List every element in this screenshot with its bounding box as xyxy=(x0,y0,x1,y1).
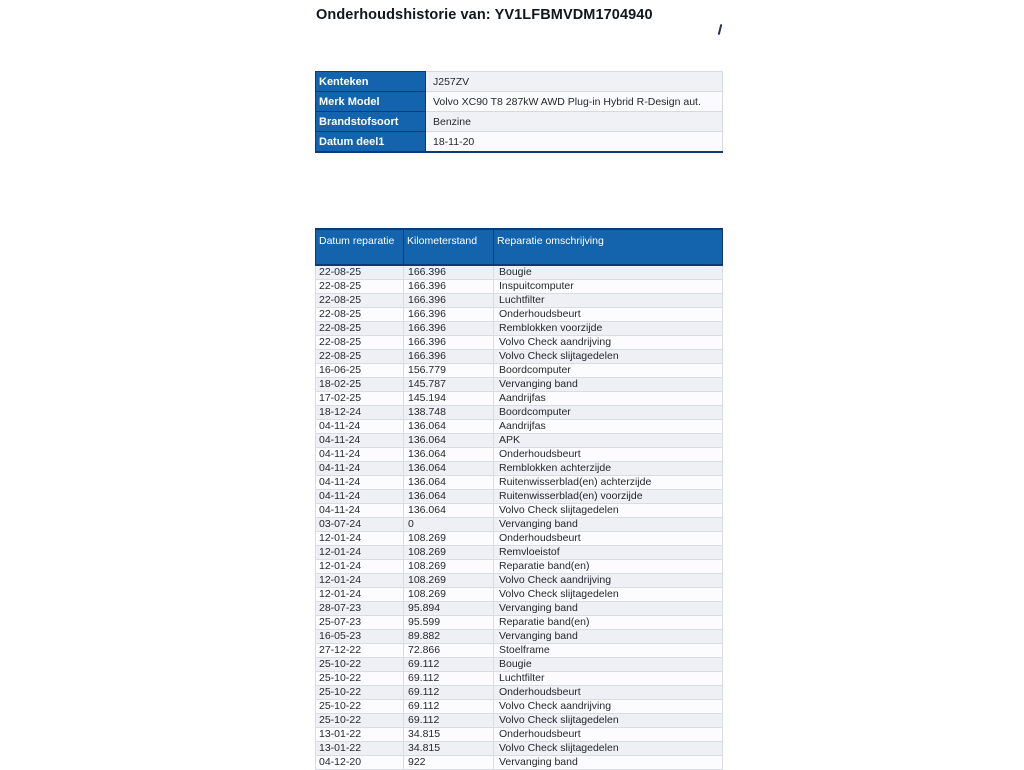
odometer-cell: 136.064 xyxy=(404,490,494,504)
history-row xyxy=(316,462,723,476)
history-row xyxy=(316,630,723,644)
odometer-cell: 0 xyxy=(404,518,494,532)
repair-description-cell: Volvo Check slijtagedelen xyxy=(494,350,723,364)
history-table xyxy=(315,228,723,770)
repair-description-cell: Onderhoudsbeurt xyxy=(494,532,723,546)
repair-description-cell: Volvo Check slijtagedelen xyxy=(494,714,723,728)
repair-date-cell: 04-11-24 xyxy=(316,462,404,476)
history-row xyxy=(316,644,723,658)
odometer-cell: 89.882 xyxy=(404,630,494,644)
repair-date-cell: 25-10-22 xyxy=(316,686,404,700)
repair-description-cell: Luchtfilter xyxy=(494,672,723,686)
repair-description-cell: Vervanging band xyxy=(494,630,723,644)
repair-date-cell: 12-01-24 xyxy=(316,574,404,588)
repair-date-cell: 27-12-22 xyxy=(316,644,404,658)
odometer-cell: 136.064 xyxy=(404,462,494,476)
vehicle-info-row xyxy=(316,92,723,112)
odometer-cell: 34.815 xyxy=(404,728,494,742)
history-row xyxy=(316,280,723,294)
odometer-cell: 166.396 xyxy=(404,350,494,364)
repair-date-cell: 04-11-24 xyxy=(316,434,404,448)
vehicle-info-row xyxy=(316,112,723,132)
history-row xyxy=(316,756,723,770)
repair-description-cell: Remblokken voorzijde xyxy=(494,322,723,336)
repair-description-cell: Volvo Check aandrijving xyxy=(494,574,723,588)
repair-date-cell: 04-11-24 xyxy=(316,420,404,434)
odometer-cell: 136.064 xyxy=(404,504,494,518)
repair-description-cell: Volvo Check slijtagedelen xyxy=(494,504,723,518)
odometer-cell: 69.112 xyxy=(404,672,494,686)
repair-description-cell: Bougie xyxy=(494,265,723,280)
odometer-cell: 108.269 xyxy=(404,546,494,560)
history-row xyxy=(316,560,723,574)
history-column-header: Reparatie omschrijving xyxy=(494,229,723,265)
repair-description-cell: Luchtfilter xyxy=(494,294,723,308)
history-row xyxy=(316,518,723,532)
repair-date-cell: 12-01-24 xyxy=(316,532,404,546)
odometer-cell: 72.866 xyxy=(404,644,494,658)
vehicle-info-label: Kenteken xyxy=(316,72,426,92)
vehicle-info-label: Merk Model xyxy=(316,92,426,112)
vehicle-info-row xyxy=(316,132,723,153)
repair-date-cell: 18-02-25 xyxy=(316,378,404,392)
history-row xyxy=(316,616,723,630)
repair-description-cell: Vervanging band xyxy=(494,756,723,770)
history-row xyxy=(316,476,723,490)
repair-date-cell: 25-10-22 xyxy=(316,672,404,686)
odometer-cell: 166.396 xyxy=(404,322,494,336)
repair-date-cell: 22-08-25 xyxy=(316,350,404,364)
odometer-cell: 136.064 xyxy=(404,476,494,490)
repair-date-cell: 25-10-22 xyxy=(316,658,404,672)
history-row xyxy=(316,294,723,308)
history-row xyxy=(316,406,723,420)
history-row xyxy=(316,742,723,756)
repair-date-cell: 04-11-24 xyxy=(316,448,404,462)
odometer-cell: 166.396 xyxy=(404,294,494,308)
history-column-header: Datum reparatie xyxy=(316,229,404,265)
repair-date-cell: 22-08-25 xyxy=(316,265,404,280)
repair-date-cell: 22-08-25 xyxy=(316,336,404,350)
repair-description-cell: Reparatie band(en) xyxy=(494,616,723,630)
odometer-cell: 108.269 xyxy=(404,588,494,602)
repair-date-cell: 04-11-24 xyxy=(316,490,404,504)
history-row xyxy=(316,448,723,462)
odometer-cell: 156.779 xyxy=(404,364,494,378)
repair-description-cell: Vervanging band xyxy=(494,378,723,392)
history-row xyxy=(316,336,723,350)
history-body xyxy=(316,265,723,770)
repair-description-cell: Reparatie band(en) xyxy=(494,560,723,574)
repair-date-cell: 16-06-25 xyxy=(316,364,404,378)
repair-description-cell: Remblokken achterzijde xyxy=(494,462,723,476)
history-row xyxy=(316,532,723,546)
odometer-cell: 95.894 xyxy=(404,602,494,616)
odometer-cell: 34.815 xyxy=(404,742,494,756)
history-row xyxy=(316,490,723,504)
vehicle-info-value: J257ZV xyxy=(426,72,723,92)
repair-date-cell: 12-01-24 xyxy=(316,560,404,574)
repair-description-cell: Bougie xyxy=(494,658,723,672)
odometer-cell: 166.396 xyxy=(404,336,494,350)
repair-description-cell: Aandrijfas xyxy=(494,420,723,434)
repair-date-cell: 22-08-25 xyxy=(316,280,404,294)
history-row xyxy=(316,728,723,742)
repair-description-cell: Vervanging band xyxy=(494,602,723,616)
vehicle-info-value: Benzine xyxy=(426,112,723,132)
repair-description-cell: Ruitenwisserblad(en) voorzijde xyxy=(494,490,723,504)
repair-date-cell: 04-11-24 xyxy=(316,476,404,490)
vehicle-info-value: Volvo XC90 T8 287kW AWD Plug-in Hybrid R-Design aut. xyxy=(426,92,723,112)
odometer-cell: 108.269 xyxy=(404,560,494,574)
repair-date-cell: 04-11-24 xyxy=(316,504,404,518)
history-header-row xyxy=(316,229,723,265)
odometer-cell: 166.396 xyxy=(404,265,494,280)
page-title: Onderhoudshistorie van: YV1LFBMVDM1704940 xyxy=(316,7,653,23)
history-row xyxy=(316,504,723,518)
history-row xyxy=(316,308,723,322)
repair-date-cell: 25-10-22 xyxy=(316,714,404,728)
repair-date-cell: 25-07-23 xyxy=(316,616,404,630)
vehicle-info-label: Datum deel1 xyxy=(316,132,426,153)
history-row xyxy=(316,546,723,560)
repair-description-cell: Onderhoudsbeurt xyxy=(494,448,723,462)
history-row xyxy=(316,686,723,700)
history-column-header: Kilometerstand xyxy=(404,229,494,265)
repair-date-cell: 18-12-24 xyxy=(316,406,404,420)
odometer-cell: 136.064 xyxy=(404,434,494,448)
odometer-cell: 69.112 xyxy=(404,714,494,728)
vehicle-info-label: Brandstofsoort xyxy=(316,112,426,132)
history-row xyxy=(316,672,723,686)
odometer-cell: 69.112 xyxy=(404,686,494,700)
repair-description-cell: Volvo Check aandrijving xyxy=(494,336,723,350)
repair-description-cell: APK xyxy=(494,434,723,448)
repair-description-cell: Boordcomputer xyxy=(494,364,723,378)
repair-date-cell: 25-10-22 xyxy=(316,700,404,714)
odometer-cell: 166.396 xyxy=(404,308,494,322)
repair-description-cell: Remvloeistof xyxy=(494,546,723,560)
history-row xyxy=(316,602,723,616)
repair-description-cell: Volvo Check slijtagedelen xyxy=(494,742,723,756)
repair-date-cell: 16-05-23 xyxy=(316,630,404,644)
repair-date-cell: 12-01-24 xyxy=(316,588,404,602)
history-row xyxy=(316,574,723,588)
vehicle-info-value: 18-11-20 xyxy=(426,132,723,153)
repair-date-cell: 22-08-25 xyxy=(316,294,404,308)
odometer-cell: 145.787 xyxy=(404,378,494,392)
history-row xyxy=(316,322,723,336)
repair-description-cell: Volvo Check slijtagedelen xyxy=(494,588,723,602)
repair-date-cell: 28-07-23 xyxy=(316,602,404,616)
repair-description-cell: Boordcomputer xyxy=(494,406,723,420)
history-row xyxy=(316,364,723,378)
repair-description-cell: Onderhoudsbeurt xyxy=(494,686,723,700)
odometer-cell: 136.064 xyxy=(404,420,494,434)
repair-date-cell: 12-01-24 xyxy=(316,546,404,560)
repair-description-cell: Volvo Check aandrijving xyxy=(494,700,723,714)
history-row xyxy=(316,588,723,602)
repair-date-cell: 03-07-24 xyxy=(316,518,404,532)
odometer-cell: 138.748 xyxy=(404,406,494,420)
odometer-cell: 166.396 xyxy=(404,280,494,294)
history-row xyxy=(316,434,723,448)
odometer-cell: 69.112 xyxy=(404,658,494,672)
repair-date-cell: 17-02-25 xyxy=(316,392,404,406)
repair-description-cell: Vervanging band xyxy=(494,518,723,532)
history-row xyxy=(316,420,723,434)
repair-date-cell: 22-08-25 xyxy=(316,308,404,322)
history-row xyxy=(316,392,723,406)
repair-description-cell: Inspuitcomputer xyxy=(494,280,723,294)
repair-date-cell: 13-01-22 xyxy=(316,742,404,756)
odometer-cell: 922 xyxy=(404,756,494,770)
corner-mark-icon xyxy=(718,24,723,35)
repair-date-cell: 22-08-25 xyxy=(316,322,404,336)
vehicle-info-table xyxy=(315,71,723,153)
repair-description-cell: Onderhoudsbeurt xyxy=(494,308,723,322)
history-row xyxy=(316,714,723,728)
repair-date-cell: 04-12-20 xyxy=(316,756,404,770)
odometer-cell: 69.112 xyxy=(404,700,494,714)
repair-description-cell: Aandrijfas xyxy=(494,392,723,406)
history-row xyxy=(316,378,723,392)
vehicle-info-row xyxy=(316,72,723,92)
odometer-cell: 136.064 xyxy=(404,448,494,462)
repair-description-cell: Onderhoudsbeurt xyxy=(494,728,723,742)
history-row xyxy=(316,658,723,672)
history-row xyxy=(316,700,723,714)
odometer-cell: 95.599 xyxy=(404,616,494,630)
odometer-cell: 108.269 xyxy=(404,532,494,546)
repair-date-cell: 13-01-22 xyxy=(316,728,404,742)
odometer-cell: 145.194 xyxy=(404,392,494,406)
history-row xyxy=(316,265,723,280)
history-row xyxy=(316,350,723,364)
repair-description-cell: Ruitenwisserblad(en) achterzijde xyxy=(494,476,723,490)
repair-description-cell: Stoelframe xyxy=(494,644,723,658)
odometer-cell: 108.269 xyxy=(404,574,494,588)
vehicle-info-body xyxy=(316,72,723,153)
